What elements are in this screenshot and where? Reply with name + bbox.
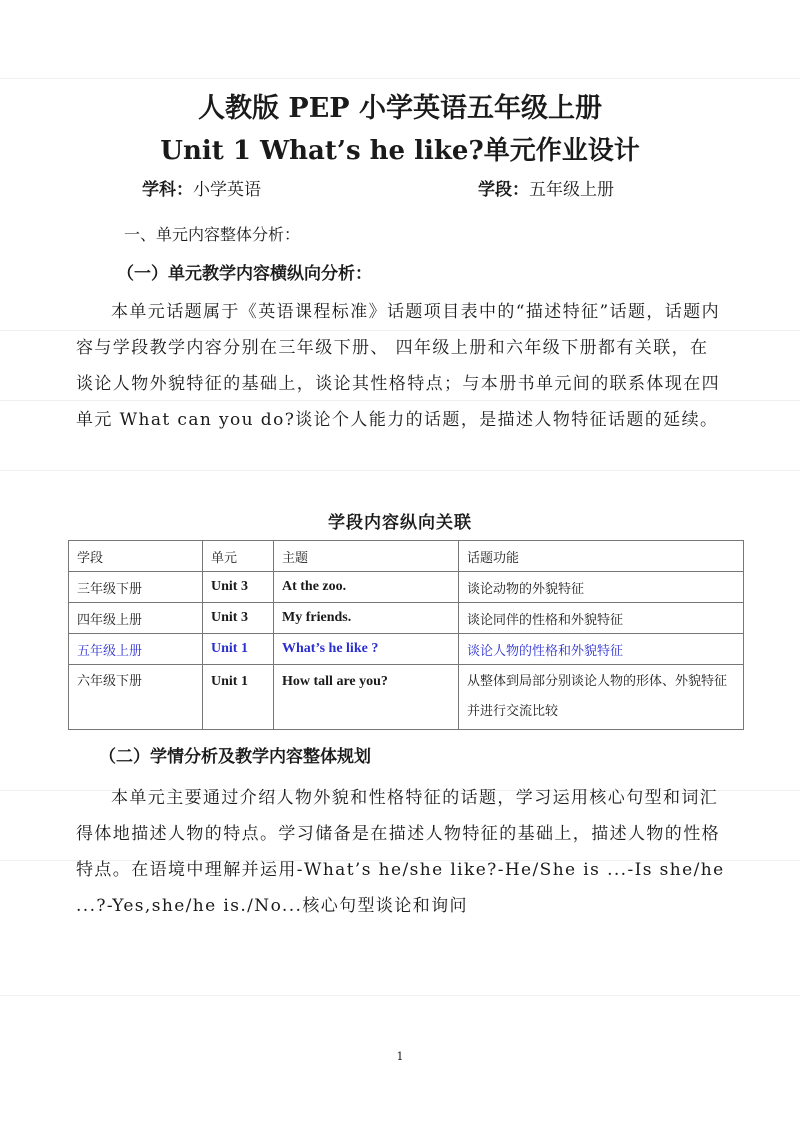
table-row [69,603,744,634]
table-row [69,572,744,603]
learning-analysis-paragraph-text: 本单元主要通过介绍人物外貌和性格特征的话题，学习运用核心句型和词汇得体地描述人物的特点。学习储备是在描述人物特征的基础上，描述人物的性格特点。在语境中理解并运用-What’s he/she like?-He/She is ...-Is she/he ...?-Yes,she/he is./No...核心句型谈论和询问 [76,788,725,916]
table-cell: 从整体到局部分别谈论人物的形体、外貌特征并进行交流比较 [459,665,744,730]
table-cell: 六年级下册 [69,665,203,730]
page-rule [0,995,800,996]
learning-analysis-paragraph [76,780,726,924]
subsection-heading: （二）学情分析及教学内容整体规划 [99,747,371,767]
subject-info [142,175,261,200]
table-cell: 三年级下册 [69,572,203,603]
subject-value: 小学英语 [193,180,261,200]
subsection-heading: （一）单元教学内容横纵向分析： [117,264,372,284]
header-cell: 单元 [203,541,274,572]
table-cell: Unit 1 [203,634,274,665]
table-cell: Unit 3 [203,572,274,603]
table-cell: My friends. [274,603,459,634]
table-cell: 谈论动物的外貌特征 [459,572,744,603]
table-header-row [69,541,744,572]
subject-label: 学科： [142,180,193,200]
table-cell: 五年级上册 [69,634,203,665]
table-cell: Unit 3 [203,603,274,634]
table-cell: At the zoo. [274,572,459,603]
table-cell: Unit 1 [203,665,274,730]
table-cell: 谈论同伴的性格和外貌特征 [459,603,744,634]
page-rule [0,470,800,471]
analysis-paragraph [76,294,726,438]
analysis-paragraph-text: 本单元话题属于《英语课程标准》话题项目表中的“描述特征”话题，话题内容与学段教学内容分别在三年级下册、 四年级上册和六年级下册都有关联，在谈论人物外貌特征的基础上，谈论其性格特点；与本册书单元间的联系体现在四单元 What can you do?谈论个人能力的话题，是描述人物特征话题的延续。 [76,302,720,430]
grade-value: 五年级上册 [529,180,614,200]
page-number: 1 [396,1050,404,1063]
document-subtitle: Unit 1 What’s he like?单元作业设计 [160,136,640,166]
table-row [69,665,744,730]
table-cell: How tall are you? [274,665,459,730]
page-rule [0,78,800,79]
grade-label: 学段： [478,180,529,200]
header-cell: 话题功能 [459,541,744,572]
table-title: 学段内容纵向关联 [328,513,472,533]
section-heading: 一、单元内容整体分析： [124,225,301,244]
association-table [68,540,744,730]
document-title: 人教版 PEP 小学英语五年级上册 [198,93,602,124]
table-cell: What’s he like ? [274,634,459,665]
table-cell: 谈论人物的性格和外貌特征 [459,634,744,665]
table-row-highlighted [69,634,744,665]
header-cell: 学段 [69,541,203,572]
header-cell: 主题 [274,541,459,572]
grade-info [478,175,614,200]
table-cell: 四年级上册 [69,603,203,634]
